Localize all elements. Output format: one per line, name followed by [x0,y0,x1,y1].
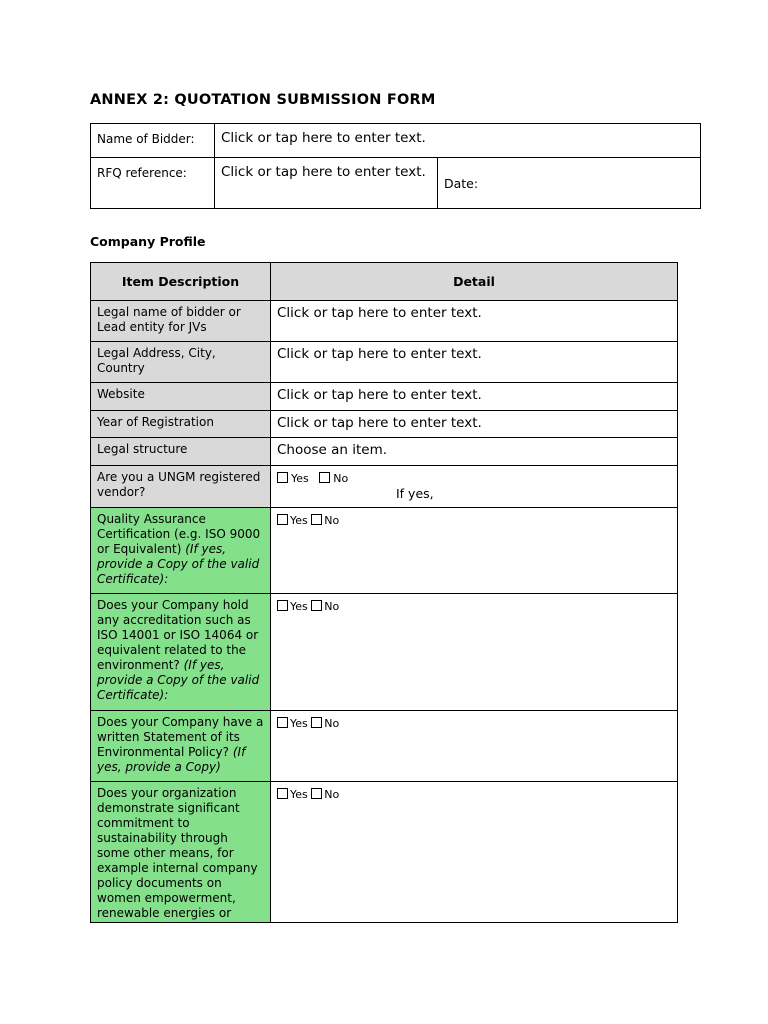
item-description-header: Item Description [91,263,271,301]
row-label: Website [91,383,271,411]
date-field[interactable]: Date: [438,158,701,209]
sustainability-options [271,782,678,923]
rfq-reference-field[interactable]: Click or tap here to enter text. [215,158,438,209]
env-policy-yes-checkbox[interactable] [277,717,288,728]
table-row [91,466,678,508]
no-label: No [333,472,349,485]
row-label: Does your Company have a written Statement of its Environmental Policy? (If yes, provide a Copy) [91,711,271,782]
if-yes-text: If yes, [396,486,434,501]
row-label: Does your Company hold any accreditation such as ISO 14001 or ISO 14064 or equivalent related to the environment? (If yes, provide a Copy of the valid Certificate): [91,594,271,711]
company-profile-table [90,262,678,923]
sustainability-yes-checkbox[interactable] [277,788,288,799]
table-row [91,301,678,342]
table-row [91,342,678,383]
qa-no-checkbox[interactable] [311,514,322,525]
row-label: Quality Assurance Certification (e.g. ISO 9000 or Equivalent) (If yes, provide a Copy of the valid Certificate): [91,508,271,594]
table-row [91,438,678,466]
table-row [91,508,678,594]
legal-address-field[interactable]: Click or tap here to enter text. [271,342,678,383]
ungm-yes-checkbox[interactable] [277,472,288,483]
iso-no-checkbox[interactable] [311,600,322,611]
qa-yes-checkbox[interactable] [277,514,288,525]
sustainability-no-checkbox[interactable] [311,788,322,799]
no-label: No [324,600,340,613]
table-row [91,594,678,711]
qa-options [271,508,678,594]
env-policy-no-checkbox[interactable] [311,717,322,728]
ungm-no-checkbox[interactable] [319,472,330,483]
table-row [91,383,678,411]
no-label: No [324,788,340,801]
year-of-registration-field[interactable]: Click or tap here to enter text. [271,411,678,438]
yes-label: Yes [290,717,308,730]
detail-header: Detail [271,263,678,301]
row-label: Are you a UNGM registered vendor? [91,466,271,508]
yes-label: Yes [290,600,308,613]
env-policy-options [271,711,678,782]
bidder-name-label: Name of Bidder: [91,124,215,158]
no-label: No [324,717,340,730]
yes-label: Yes [290,788,308,801]
yes-label: Yes [291,472,309,485]
bidder-name-field[interactable]: Click or tap here to enter text. [215,124,701,158]
yes-label: Yes [290,514,308,527]
legal-structure-dropdown[interactable]: Choose an item. [271,438,678,466]
row-label: Legal structure [91,438,271,466]
table-row [91,782,678,923]
row-label: Does your organization demonstrate significant commitment to sustainability through some other means, for example internal company policy documents on women empowerment, renewable energies or [91,782,271,923]
row-label: Legal Address, City, Country [91,342,271,383]
no-label: No [324,514,340,527]
form-title: ANNEX 2: QUOTATION SUBMISSION FORM [90,92,436,108]
iso-yes-checkbox[interactable] [277,600,288,611]
row-label: Year of Registration [91,411,271,438]
website-field[interactable]: Click or tap here to enter text. [271,383,678,411]
table-row [91,411,678,438]
row-label: Legal name of bidder or Lead entity for JVs [91,301,271,342]
rfq-reference-label: RFQ reference: [91,158,215,209]
company-profile-heading: Company Profile [90,234,206,249]
iso-options [271,594,678,711]
table-row [91,711,678,782]
legal-name-field[interactable]: Click or tap here to enter text. [271,301,678,342]
ungm-options [271,466,678,508]
bidder-info-table [90,123,701,209]
